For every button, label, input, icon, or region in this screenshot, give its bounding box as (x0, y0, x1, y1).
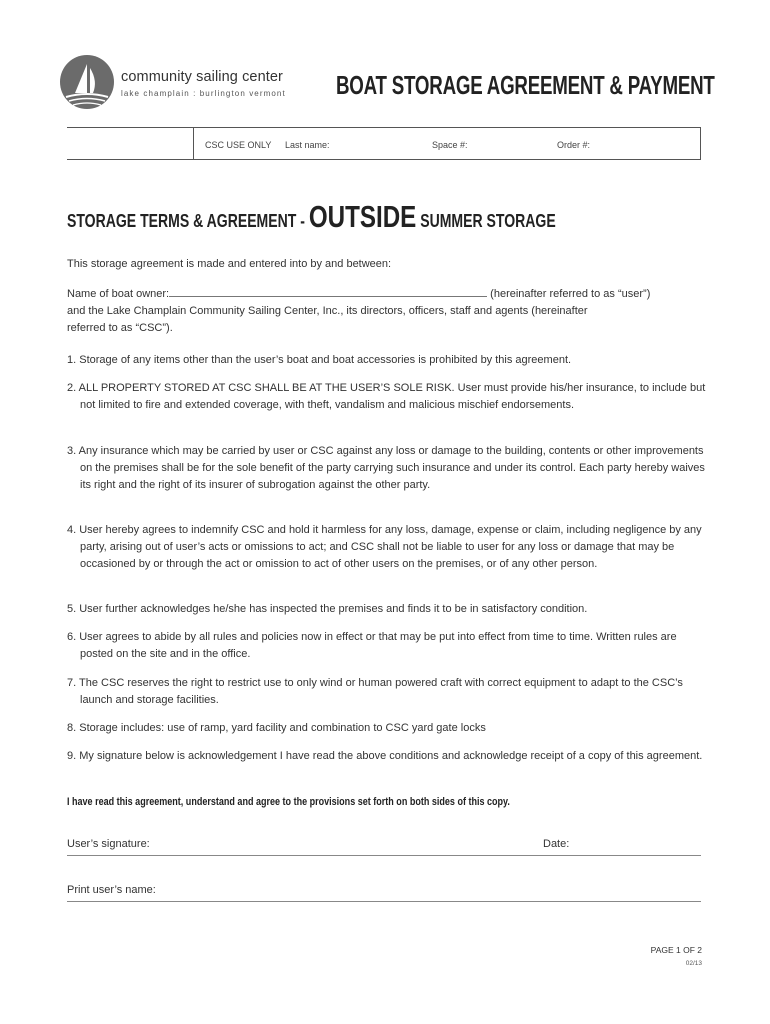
space-number-field-label[interactable]: Space #: (432, 140, 468, 150)
page-number: PAGE 1 OF 2 (650, 945, 702, 955)
user-signature-label: User’s signature: (67, 838, 150, 850)
last-name-field-label[interactable]: Last name: (285, 140, 330, 150)
acknowledgement-statement: I have read this agreement, understand and agree to the provisions set forth on both sides of this copy. (67, 796, 510, 808)
csc-use-only-label: CSC USE ONLY (205, 140, 272, 150)
term-item-9: 9. My signature below is acknowledgement I have read the above conditions and acknowledge receipt of a copy of this agreement. (67, 750, 703, 762)
term-item-8: 8. Storage includes: use of ramp, yard facility and combination to CSC yard gate locks (67, 722, 486, 734)
org-subtitle: lake champlain : burlington vermont (121, 89, 286, 98)
term-item-2: 2. ALL PROPERTY STORED AT CSC SHALL BE AT THE USER’S SOLE RISK. User must provide his/her insurance, to include but not limited to fire and extended coverage, with theft, vandalism and malicious mischief endorsements. (67, 382, 706, 411)
owner-paragraph (67, 285, 707, 337)
owner-name-label: Name of boat owner: (67, 288, 170, 300)
section-heading-emphasis: OUTSIDE (308, 199, 417, 234)
owner-line-3: referred to as “CSC”). (67, 322, 173, 334)
section-heading (67, 199, 556, 235)
order-number-field-label[interactable]: Order #: (557, 140, 591, 150)
owner-name-field[interactable] (169, 285, 487, 297)
term-item-3: 3. Any insurance which may be carried by user or CSC against any loss or damage to the building, contents or other improvements on the premises shall be for the sole benefit of the party carrying such insurance and under its control. Each party hereby waives its right and the right of its insurer of subrogation against the other party. (67, 445, 705, 491)
term-item-6: 6. User agrees to abide by all rules and policies now in effect or that may be put into effect from time to time. Written rules are posted on the site and in the office. (67, 631, 677, 660)
term-item-5: 5. User further acknowledges he/she has inspected the premises and finds it to be in satisfactory condition. (67, 603, 588, 615)
sailboat-logo-icon (60, 55, 114, 109)
print-name-label: Print user’s name: (67, 884, 156, 896)
owner-line-2: and the Lake Champlain Community Sailing Center, Inc., its directors, officers, staff and agents (hereinafter (67, 305, 588, 317)
org-name: community sailing center (121, 69, 283, 85)
term-item-1: 1. Storage of any items other than the user’s boat and boat accessories is prohibited by this agreement. (67, 354, 572, 366)
owner-user-ref: (hereinafter referred to as “user”) (487, 288, 651, 300)
print-name-line[interactable] (67, 901, 701, 902)
section-heading-prefix: STORAGE TERMS & AGREEMENT - (67, 211, 309, 231)
revision-date: 02/13 (685, 960, 702, 967)
signature-date-line[interactable] (67, 855, 701, 856)
csc-use-only-box (67, 127, 701, 160)
form-title: BOAT STORAGE AGREEMENT & PAYMENT (336, 70, 715, 100)
term-item-7: 7. The CSC reserves the right to restrict use to only wind or human powered craft with correct equipment to adapt to the CSC’s launch and storage facilities. (67, 677, 683, 706)
section-heading-suffix: SUMMER STORAGE (416, 211, 556, 231)
term-item-4: 4. User hereby agrees to indemnify CSC and hold it harmless for any loss, damage, expense or claim, including negligence by any party, arising out of user’s acts or omissions to act; and CSC shall not be liable to user for any loss or damage that may be occasioned by or through the act or omission to act of other users on the premises, or of any other person. (67, 524, 702, 570)
box-divider (193, 128, 194, 159)
date-label: Date: (543, 838, 570, 850)
intro-text: This storage agreement is made and entered into by and between: (67, 258, 392, 270)
